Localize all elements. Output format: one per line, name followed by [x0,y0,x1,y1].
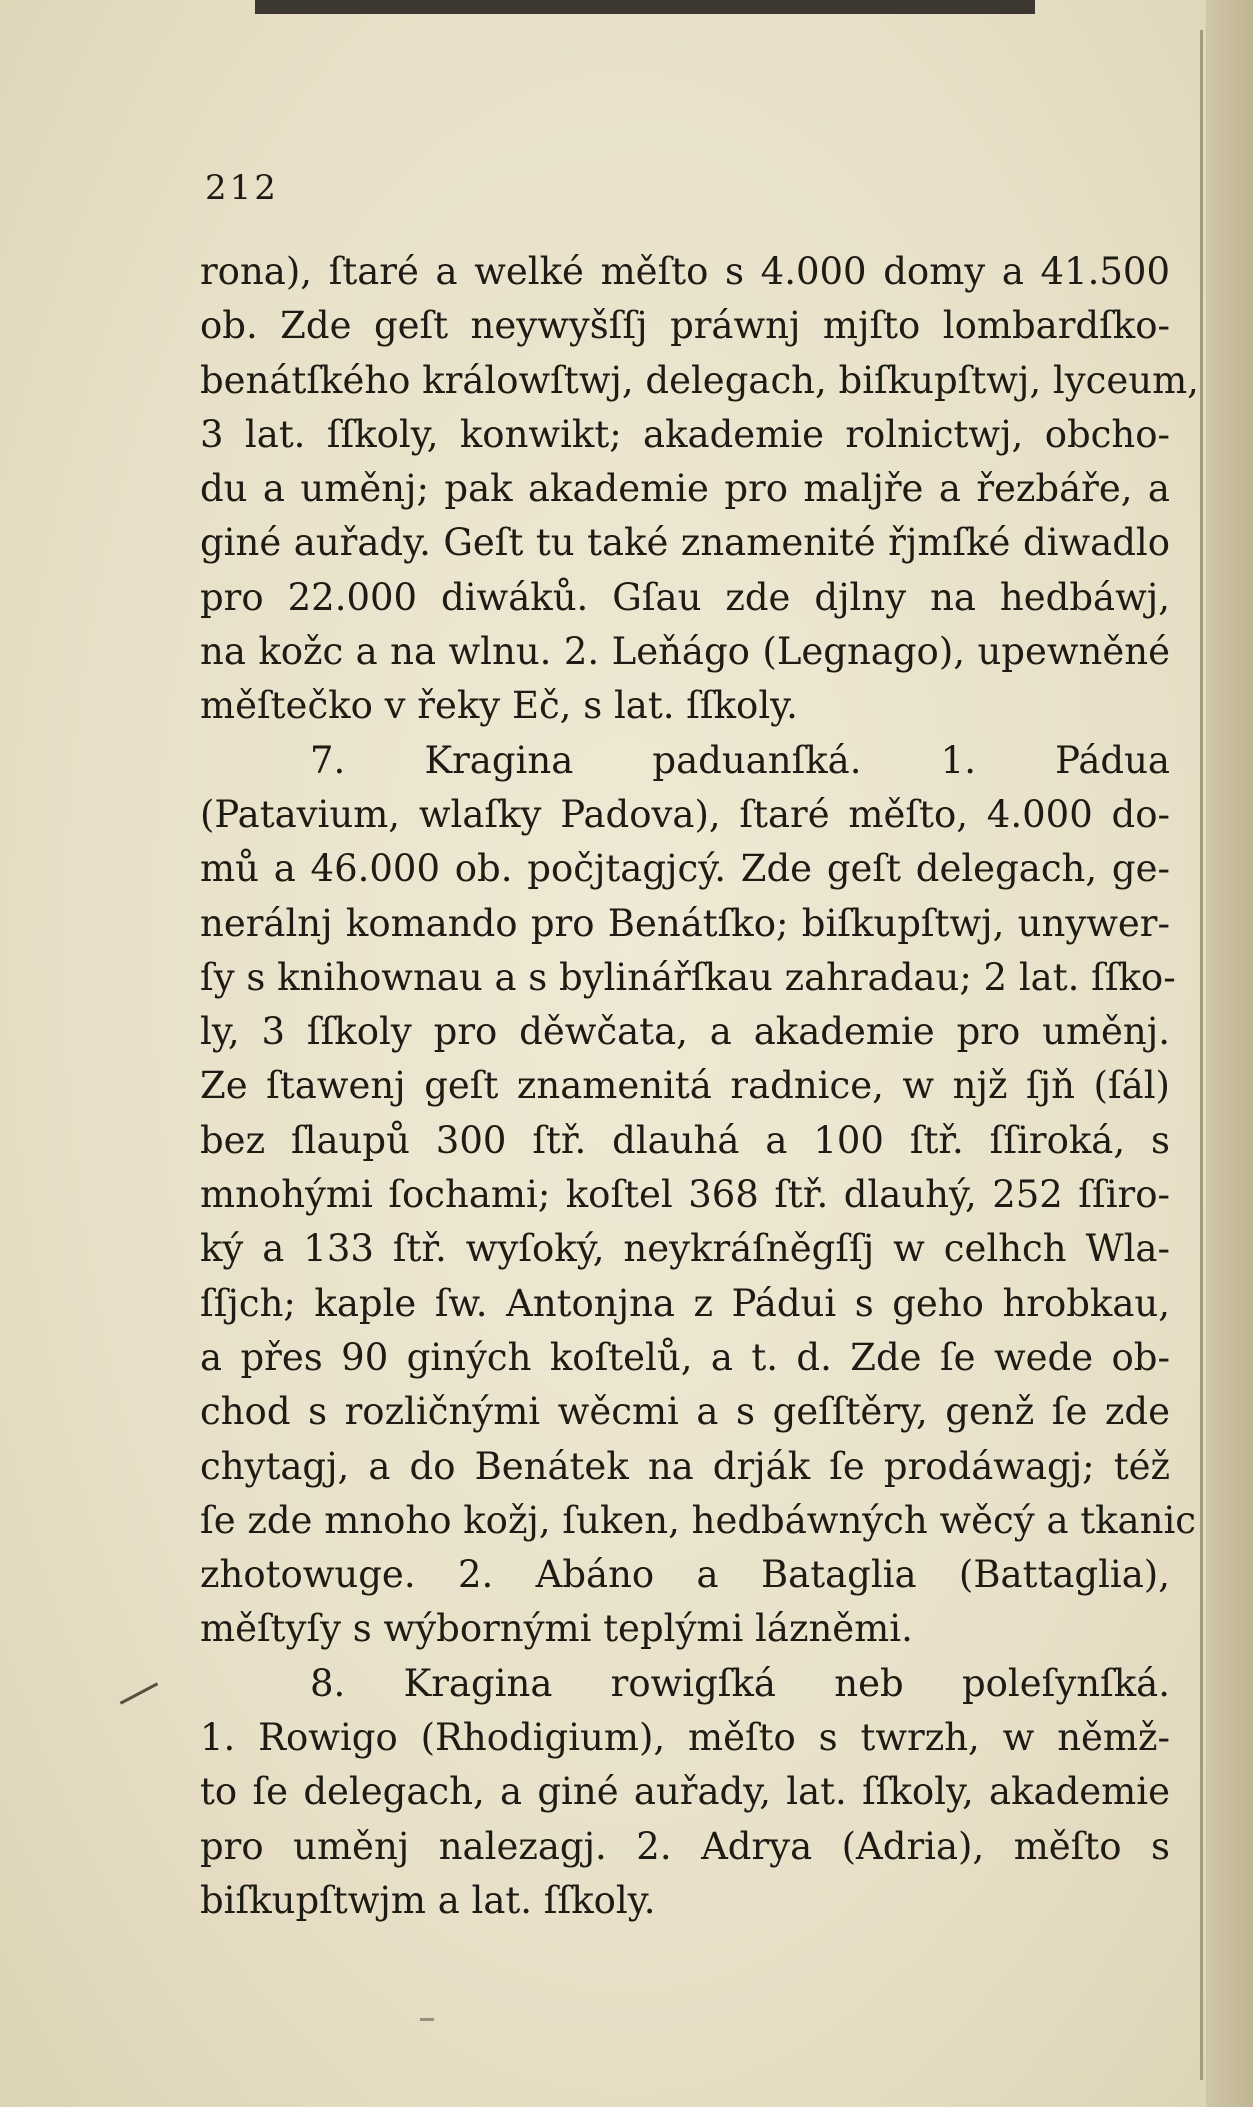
pencil-mark [120,1682,158,1704]
text-line: 1. Rowigo (Rhodigium), měſto s twrzh, w němž- [200,1716,1170,1760]
top-border [255,0,1035,14]
text-line: nerálnj komando pro Benátſko; biſkupſtwj, unywer- [200,901,1170,945]
text-line: giné auřady. Geſt tu také znamenité řjmſké diwadlo [200,521,1170,565]
text-line: ob. Zde geſt neywyšſſj práwnj mjſto lombardſko- [200,304,1170,348]
text-line: benátſkého králowſtwj, delegach, biſkupſtwj, lyceum, [200,358,1199,402]
text-line: rona), ſtaré a welké měſto s 4.000 domy a 41.500 [200,250,1170,293]
text-line: biſkupſtwjm a lat. ſſkoly. [200,1878,656,1922]
text-line: ſſjch; kaple ſw. Antonjna z Pádui s geho hrobkau, [200,1281,1170,1325]
text-line: bez ſlaupů 300 ſtř. dlauhá a 100 ſtř. ſſiroká, s [200,1118,1170,1162]
text-line: mů a 46.000 ob. počjtagjcý. Zde geſt delegach, ge- [200,847,1170,891]
text-line: du a uměnj; pak akademie pro maljře a řezbáře, a [200,467,1170,511]
text-line: (Patavium, wlaſky Padova), ſtaré měſto, 4.000 do- [200,792,1170,836]
text-line: ly, 3 ſſkoly pro děwčata, a akademie pro uměnj. [200,1010,1170,1054]
page-gutter [1206,0,1253,2107]
text-line: pro uměnj nalezagj. 2. Adrya (Adria), měſto s [200,1824,1170,1868]
text-line: mnohými ſochami; koſtel 368 ſtř. dlauhý, 252 ſſiro- [200,1173,1170,1217]
text-line: a přes 90 giných koſtelů, a t. d. Zde ſe wede ob- [200,1335,1170,1379]
paper-speck [420,2018,434,2021]
text-line: zhotowuge. 2. Abáno a Bataglia (Battaglia), [200,1553,1170,1597]
text-line: pro 22.000 diwáků. Gſau zde djlny na hedbáwj, [200,575,1170,619]
text-line: to ſe delegach, a giné auřady, lat. ſſkoly, akademie [200,1770,1170,1814]
text-line: měſtyſy s wýbornými teplými lázněmi. [200,1607,913,1651]
text-line: 3 lat. ſſkoly, konwikt; akademie rolnictwj, obcho- [200,412,1170,456]
text-line: ký a 133 ſtř. wyſoký, neykráſněgſſj w celhch Wla- [200,1227,1170,1271]
section-heading-line: 8. Kragina rowigſká neb poleſynſká. [310,1661,1170,1705]
text-line: Ze ſtawenj geſt znamenitá radnice, w njž ſjň (ſál) [200,1064,1170,1108]
text-line: ſe zde mnoho kožj, ſuken, hedbáwných wěcý a tkanic [200,1498,1197,1542]
text-line: měſtečko v řeky Eč, s lat. ſſkoly. [200,684,798,728]
text-line: na kožc a na wlnu. 2. Leňágo (Legnago), upewněné [200,630,1170,674]
section-heading-line: 7. Kragina paduanſká. 1. Pádua [310,738,1170,782]
text-line: ſy s knihownau a s bylinářſkau zahradau; 2 lat. ſſko- [200,955,1176,999]
page-number: 212 [205,168,279,208]
text-line: chod s rozličnými wěcmi a s geſſtěry, genž ſe zde [200,1390,1170,1434]
gutter-line [1200,30,1203,2080]
text-line: chytagj, a do Benátek na drják ſe prodáwagj; též [200,1444,1170,1488]
body-text [200,245,1199,1928]
